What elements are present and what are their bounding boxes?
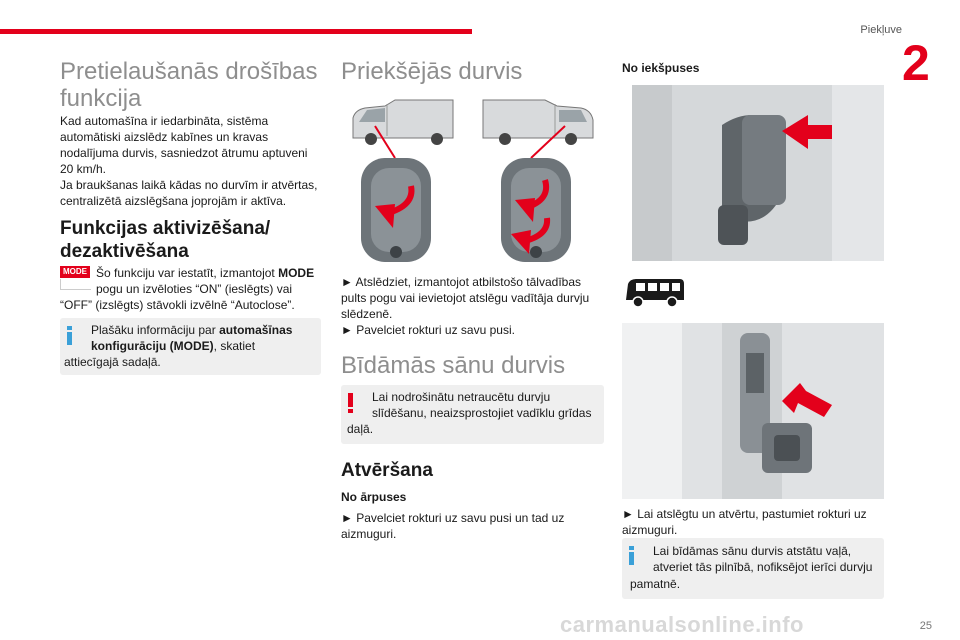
- handle-right-icon: [501, 158, 571, 262]
- header-red-bar: [0, 29, 472, 34]
- section-heading-anti-theft: Pretielaušanās drošības funkcija: [60, 58, 318, 112]
- info-icon: [66, 326, 73, 346]
- front-door-steps: ► Atslēdziet, izmantojot atbilstošo tālvadības pults pogu vai ievietojot atslēgu vadītāja durvju slēdzenē. ► Pavelciet rokturi uz savu pusi.: [341, 275, 590, 337]
- info-config-text: Plašāku informāciju par automašīnas konfigurāciju (MODE), skatiet: [91, 323, 293, 353]
- watermark: carmanualsonline.info: [560, 612, 804, 637]
- outside-steps: ► Pavelciet rokturi uz savu pusi un tad uz aizmuguri.: [341, 511, 565, 541]
- page-header-title: Piekļuve: [860, 24, 902, 36]
- inside-step: ► Lai atslēgtu un atvērtu, pastumiet rokturi uz aizmuguri.: [622, 507, 867, 537]
- warning-icon: [347, 393, 354, 413]
- subheading-opening: Atvēršana: [341, 460, 433, 481]
- warning-text-end: daļā.: [347, 422, 374, 436]
- mode-badge: MODE: [60, 266, 90, 278]
- info-icon: [628, 546, 635, 566]
- info-config-text-end: attiecīgajā sadaļā.: [64, 355, 161, 369]
- section-heading-sliding-door: Bīdāmās sānu durvis: [341, 352, 566, 379]
- front-door-illustration: [345, 96, 600, 264]
- anti-theft-paragraph: Kad automašīna ir iedarbināta, sistēma automātiski aizslēdz kabīnes un kravas nodalījuma durvis, sasniedzot ātrumu aptuveni 20 km/h. Ja braukšanas laikā kādas no durvīm ir atvērtas, centralizētā aizslēgšana joprojām ir aktīva.: [60, 114, 318, 208]
- info-sliding-text: Lai bīdāmas sānu durvis atstātu vaļā, atveriet tās pilnībā, nofiksējot ierīci durvju: [653, 544, 873, 574]
- van-right-icon: [483, 100, 593, 145]
- chapter-number: 2: [902, 35, 930, 91]
- van-left-icon: [353, 100, 453, 145]
- outside-label: No ārpuses: [341, 490, 407, 504]
- inside-label: No iekšpuses: [622, 61, 700, 75]
- section-heading-front-doors: Priekšējās durvis: [341, 58, 523, 85]
- inside-handle-photo-1: [632, 85, 884, 261]
- mode-text-line1: Šo funkciju var iestatīt, izmantojot MODE pogu un izvēloties “ON” (ieslēgts) vai: [96, 266, 315, 296]
- info-box-config: [60, 318, 321, 375]
- warning-box-sliding: [341, 385, 604, 444]
- page-number: 25: [919, 620, 932, 632]
- subheading-activation: Funkcijas aktivizēšana/ dezaktivēšana: [60, 218, 271, 262]
- handle-left-icon: [361, 158, 431, 262]
- info-sliding-text-end: pamatnē.: [630, 577, 681, 591]
- info-box-sliding-open: [622, 538, 884, 599]
- warning-text: Lai nodrošinātu netraucētu durvju slīdēšanu, neaizsprostojiet vadīklu grīdas: [372, 390, 592, 420]
- minibus-icon: [622, 276, 688, 310]
- mode-badge-frame: [60, 279, 91, 290]
- mode-text-line3: “OFF” (izslēgts) stāvokli izvēlnē “Autoclose”.: [60, 298, 295, 312]
- inside-handle-photo-2: [622, 323, 884, 499]
